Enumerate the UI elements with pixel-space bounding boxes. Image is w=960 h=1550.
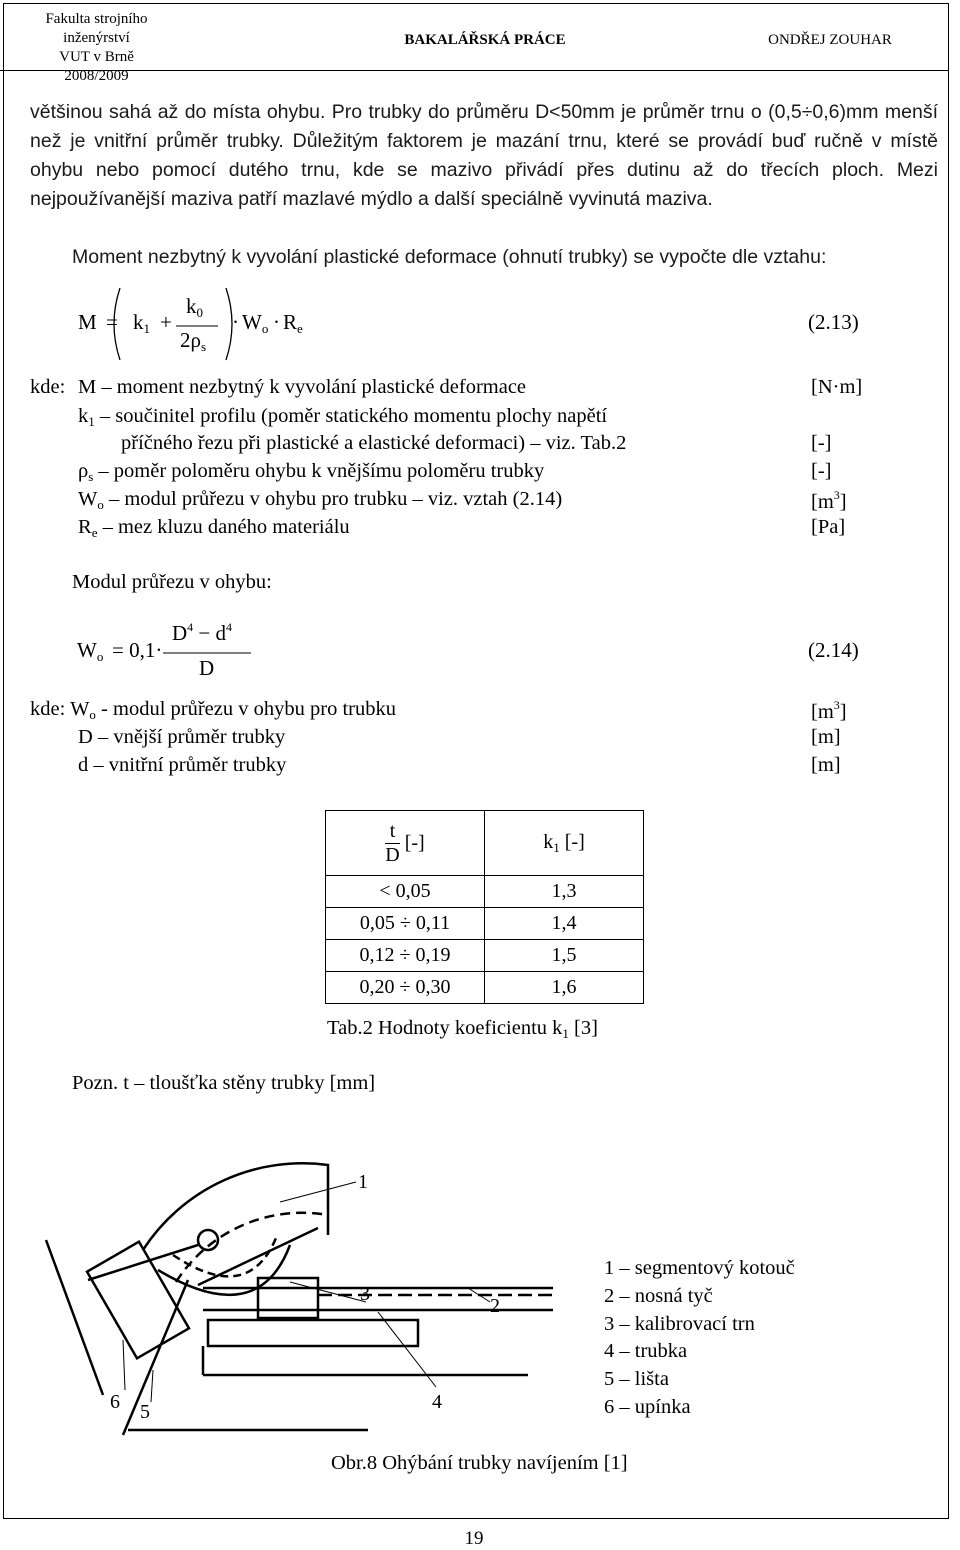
eq2-lhs-sub: o [96,649,104,664]
where1-wo-unit-a: [m [811,491,834,513]
table-cell-range: 0,12 ÷ 0,19 [326,940,485,972]
eq1-dot: · [232,310,239,334]
where2-wo [30,698,396,723]
eq1-k1-sym: k [133,310,144,334]
table-head-k: k [543,830,554,853]
tube-inner [173,1238,276,1276]
table-cell-k: 1,4 [485,908,644,940]
eq2-num-minus: − d [198,621,227,645]
faculty-name: Fakulta strojního inženýrství [45,11,148,46]
where2-d-outer-unit: [m] [811,726,841,748]
where1-re-sym: R [78,516,92,538]
where1-k1-desc: – součinitel profilu (poměr statického momentu plochy napětí [99,405,608,427]
segment-disc-groove [176,1213,328,1282]
legend-item: 2 – nosná tyč [604,1285,713,1307]
where2-d-outer-sym: D [78,726,93,748]
page-number: 19 [464,1528,484,1549]
eq1-r-sub: e [297,321,303,336]
bar-strip [208,1320,418,1346]
table-head-ratio [326,811,485,876]
eq2-numerator [172,620,232,646]
calibration-mandrel [258,1278,318,1318]
label-5: 5 [140,1401,150,1423]
label-1: 1 [358,1171,368,1193]
eq2-num-sup-b: 4 [226,620,233,634]
table-row [326,908,644,940]
bending-figure [28,1140,608,1440]
where2-d-inner [78,754,286,777]
where1-rho-sub: s [88,469,94,484]
table-row [326,940,644,972]
where2-wo-unit-b: ] [839,701,847,723]
k1-table [325,810,644,1004]
eq1-k1 [133,310,150,337]
note-thickness: Pozn. t – tloušťka stěny trubky [mm] [72,1072,376,1094]
eq1-w-sub: o [261,321,269,336]
where1-m [78,376,526,399]
tube-rim-top [198,1228,318,1285]
table-caption-b: [3] [568,1017,598,1039]
eq1-k1-sub: 1 [143,321,150,336]
where1-rho-desc: – poměr poloměru ohybu k vnějšímu poloměru trubky [98,460,545,482]
eq2-denominator: D [199,656,215,680]
header-author: ONDŘEJ ZOUHAR [768,32,892,48]
where1-k1 [78,405,607,430]
modul-title: Modul průřezu v ohybu: [72,571,272,593]
table-head-k1 [485,811,644,876]
where2-wo-unit-a: [m [811,701,834,723]
table-row [326,972,644,1004]
where1-wo [78,488,562,513]
where1-rho-sym: ρ [78,460,89,482]
eq1-wo [242,310,268,337]
where1-k1-unit: [-] [811,432,832,454]
eq1-num-sub: 0 [196,305,203,320]
lever [123,1280,188,1435]
table-body [326,876,644,1004]
where2-wo-unit-sup: 3 [833,698,840,712]
university-name: VUT v Brně [59,49,134,65]
eq1-denominator [180,328,206,355]
table-cell-k: 1,3 [485,876,644,908]
page-header [0,0,948,84]
eq1-number: (2.13) [808,310,859,334]
table-caption-sub: 1 [562,1026,569,1041]
table-cell-k: 1,6 [485,972,644,1004]
clamp [87,1242,189,1359]
where1-wo-unit [811,488,847,514]
where2-d-inner-desc: – vnitřní průměr trubky [93,754,287,776]
eq2-number: (2.14) [808,638,859,662]
eq2-coef: = 0,1· [112,638,163,662]
table-row [326,876,644,908]
eq1-w-sym: W [242,310,262,334]
leader-1 [280,1182,356,1202]
eq1-equals: = [106,310,118,334]
where1-rho [78,460,544,485]
intro-paragraph: většinou sahá až do místa ohybu. Pro trubky do průměru D<50mm je průměr trnu o (0,5÷0,6)mm menší než je vnitřní průměr trubky. Důležitým faktorem je mazání trnu, které se provádí buď ručně v místě ohybu nebo pomocí dutého trnu, kde se mazivo přivádí přes dutinu až do třecích ploch. Mezi nejpoužívanější maziva patří mazlavé mýdlo a další speciálně vyvinutá maziva. [30,101,938,210]
where1-re-desc: – mez kluzu daného materiálu [102,516,350,538]
legend-item: 4 – trubka [604,1340,688,1362]
table-caption [327,1017,598,1042]
where1-re [78,516,350,541]
where2-d-outer-desc: – vnější průměr trubky [97,726,286,748]
eq1-r-sym: R [283,310,298,334]
where2-wo-sub: o [89,707,96,722]
where1-lead: kde: [30,376,66,398]
where2-wo-desc: - modul průřezu v ohybu pro trubku [101,698,396,720]
table-caption-a: Tab.2 Hodnoty koeficientu k [327,1017,563,1039]
table-head-den: D [385,843,400,866]
table-head-k-unit: [-] [559,830,585,853]
table-cell-range: 0,05 ÷ 0,11 [326,908,485,940]
where2-d-inner-sym: d [78,754,89,776]
eq1-num-sym: k [186,294,197,318]
academic-year: 2008/2009 [64,68,129,84]
eq1-plus: + [160,310,172,334]
where1-m-sym: M [78,376,97,398]
leader-3 [290,1282,366,1302]
legend-item: 3 – kalibrovací trn [604,1313,755,1335]
eq2-lhs-sym: W [77,638,97,662]
leader-5 [151,1370,153,1402]
figure-caption: Obr.8 Ohýbání trubky navíjením [1] [331,1452,628,1474]
where2-d-inner-unit: [m] [811,754,841,776]
label-2: 2 [490,1295,500,1317]
where1-wo-desc: – modul průřezu v ohybu pro trubku – viz. vztah (2.14) [108,488,563,510]
eq1-den-sym: 2ρ [180,328,201,352]
label-4: 4 [432,1391,442,1413]
moment-intro: Moment nezbytný k vyvolání plastické deformace (ohnutí trubky) se vypočte dle vztahu: [72,246,827,268]
eq2-num-sup-a: 4 [187,620,194,634]
label-3: 3 [360,1283,370,1305]
where1-rho-unit: [-] [811,460,832,482]
where1-m-desc: – moment nezbytný k vyvolání plastické deformace [101,376,527,398]
table-cell-range: < 0,05 [326,876,485,908]
where1-k1-sym: k [78,405,89,427]
legend-item: 1 – segmentový kotouč [604,1257,795,1279]
header-faculty [14,10,179,86]
header-doc-type: BAKALÁŘSKÁ PRÁCE [404,32,566,48]
label-6: 6 [110,1391,120,1413]
legend-item: 6 – upínka [604,1396,691,1418]
where2-wo-sym: W [70,698,90,720]
table-cell-k: 1,5 [485,940,644,972]
table-head-unit: [-] [404,831,425,854]
frame-edge [46,1240,103,1395]
where2-lead: kde: [30,698,66,720]
eq1-lhs: M [78,310,97,334]
table-head-num: t [385,820,399,844]
eq1-dot2: · [273,310,280,334]
table-cell-range: 0,20 ÷ 0,30 [326,972,485,1004]
where1-m-unit: [N·m] [811,376,863,398]
leader-6 [123,1340,125,1390]
where1-k1-desc2: příčného řezu při plastické a elastické deformaci) – viz. Tab.2 [121,432,627,454]
where2-d-outer [78,726,285,749]
legend-item: 5 – lišta [604,1368,669,1390]
where1-wo-sub: o [97,497,104,512]
eq1-den-sub: s [200,339,207,354]
table-head-k-sub: 1 [553,839,560,855]
where1-re-unit: [Pa] [811,516,846,538]
where1-wo-sym: W [78,488,98,510]
where1-re-sub: e [91,525,98,540]
eq1-re [283,310,303,337]
where1-wo-unit-sup: 3 [833,488,840,502]
where1-wo-unit-b: ] [839,491,847,513]
table-header-row [326,811,644,876]
eq2-num-a: D [172,621,188,645]
eq1-numerator [186,294,203,321]
eq2-lhs [77,638,103,665]
where2-wo-unit [811,698,847,724]
where1-k1-sub: 1 [88,414,95,429]
